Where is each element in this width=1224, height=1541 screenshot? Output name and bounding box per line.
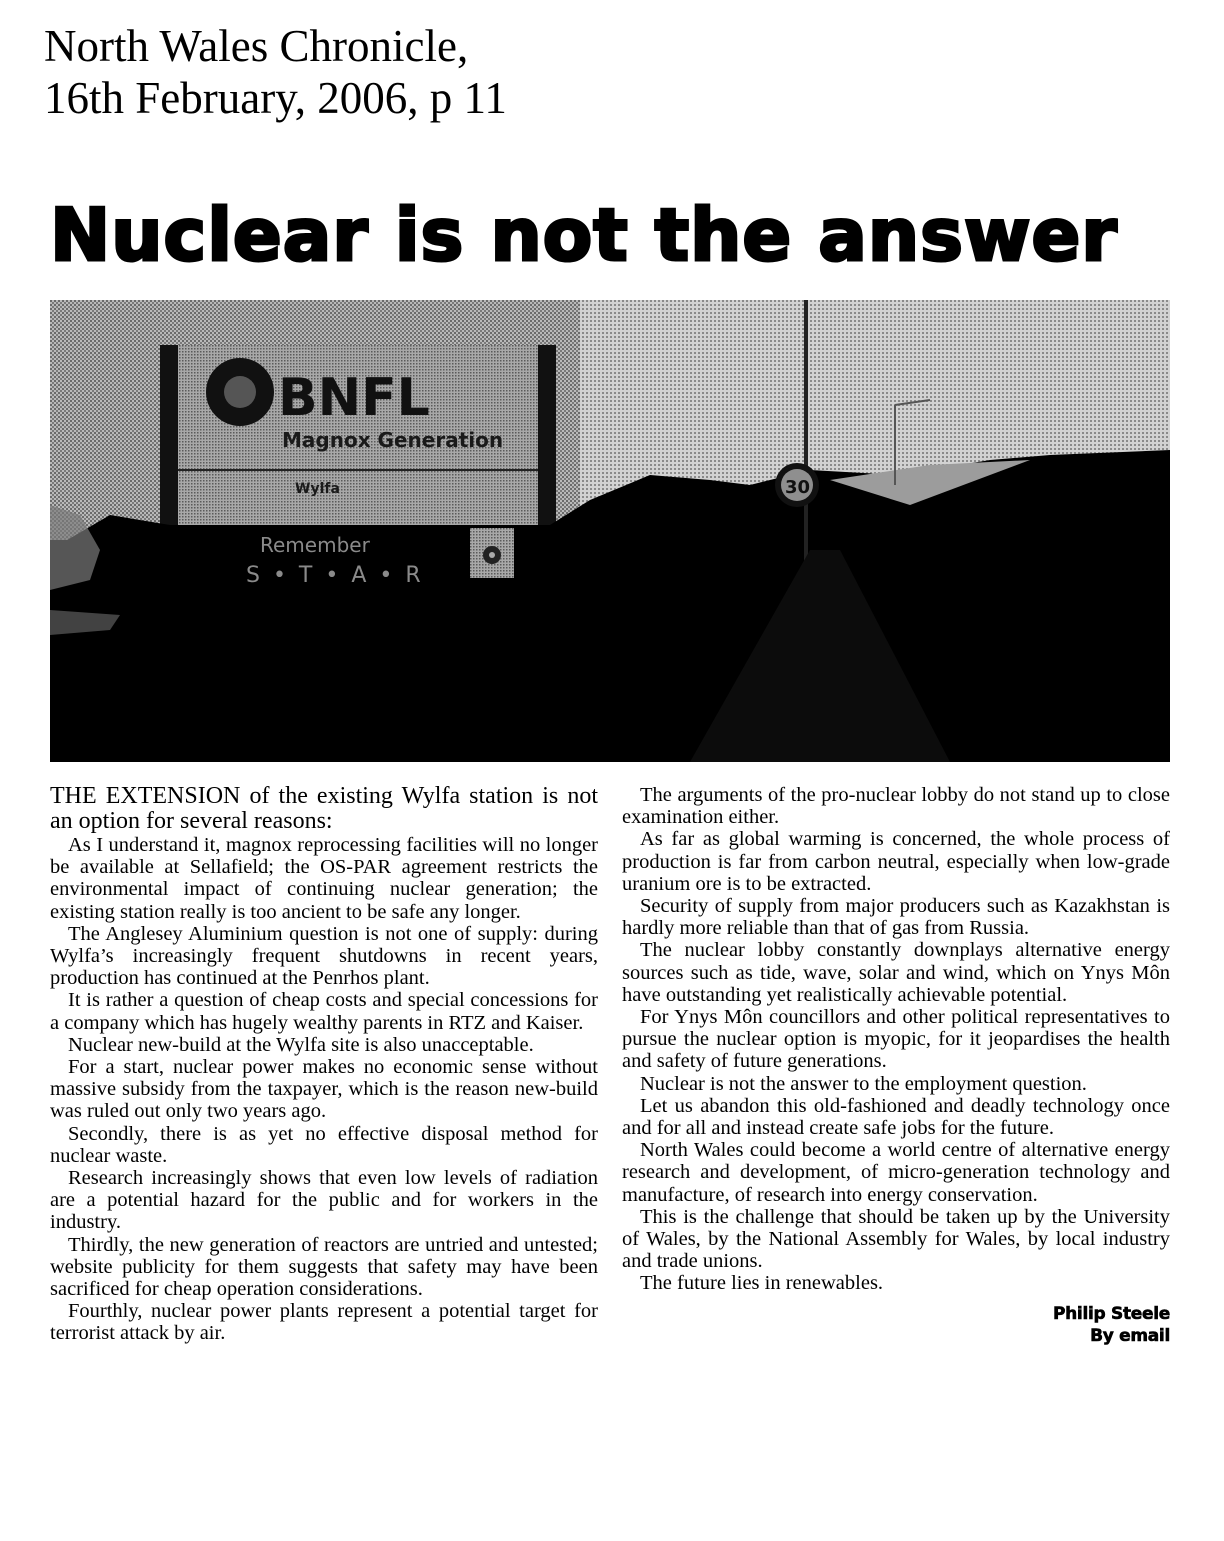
- article-photo: [50, 300, 1170, 762]
- headline: Nuclear is not the answer: [50, 193, 1118, 277]
- paragraph: As far as global warming is concerned, the whole process of production is far from carbon neutral, especially when low-grade uranium ore is to be extracted.: [622, 828, 1170, 895]
- article-column-right: [622, 784, 1170, 1347]
- paragraph: It is rather a question of cheap costs and special concessions for a company which has hugely wealthy parents in RTZ and Kaiser.: [50, 989, 598, 1034]
- speed-limit-text: 30: [785, 477, 811, 498]
- paragraph: Thirdly, the new generation of reactors are untried and untested; website publicity for them suggests that safety may have been sacrificed for cheap operation considerations.: [50, 1233, 598, 1301]
- publication-date-page: 16th February, 2006, p 11: [44, 73, 507, 123]
- paragraph: Research increasingly shows that even low levels of radiation are a potential hazard for the public and for workers in the industry.: [50, 1167, 598, 1234]
- paragraph: Nuclear new-build at the Wylfa site is also unacceptable.: [68, 1033, 534, 1056]
- paragraph: For Ynys Môn councillors and other political representatives to pursue the nuclear option is myopic, for it jeopardises the health and safety of future generations.: [622, 1006, 1170, 1073]
- photo-illustration: [50, 300, 1170, 762]
- lead-caps: THE EXTENSION: [50, 783, 241, 809]
- paragraph: North Wales could become a world centre of alternative energy research and development, of micro-generation technology and manufacture, of research into energy conservation.: [622, 1139, 1170, 1206]
- sign-logo-text: BNFL: [278, 368, 430, 428]
- paragraph: The Anglesey Aluminium question is not one of supply: during Wylfa’s increasingly frequent shutdowns in recent years, production has continued at the Penrhos plant.: [50, 922, 598, 990]
- publication-name: North Wales Chronicle,: [44, 21, 469, 71]
- lower-sign-line1: Remember: [260, 533, 370, 557]
- paragraph: Nuclear is not the answer to the employment question.: [640, 1072, 1087, 1095]
- lead-paragraph: [50, 784, 598, 834]
- paragraph: The nuclear lobby constantly downplays alternative energy sources such as tide, wave, solar and wind, which on Ynys Môn have outstanding yet realistically achievable potential.: [622, 939, 1170, 1006]
- paragraph: Let us abandon this old-fashioned and deadly technology once and for all and instead create safe jobs for the future.: [622, 1094, 1170, 1140]
- paragraph: Secondly, there is as yet no effective disposal method for nuclear waste.: [50, 1122, 598, 1167]
- author-name: Philip Steele: [1052, 1303, 1170, 1324]
- source-citation: [44, 20, 507, 124]
- lower-sign-line2: S • T • A • R: [246, 563, 424, 588]
- signature: [622, 1303, 1170, 1347]
- paragraph: As I understand it, magnox reprocessing facilities will no longer be available at Sellafield; the OS-PAR agreement restricts the environmental impact of continuing nuclear generation; the existing station really is too ancient to be safe any longer.: [50, 834, 598, 923]
- paragraph: Fourthly, nuclear power plants represent a potential target for terrorist attack by air.: [50, 1300, 598, 1345]
- article-body: [50, 784, 1170, 1347]
- paragraph: Security of supply from major producers such as Kazakhstan is hardly more reliable than that of gas from Russia.: [622, 895, 1170, 940]
- sign-subtitle-text: Magnox Generation: [282, 428, 504, 452]
- paragraph: The future lies in renewables.: [640, 1272, 884, 1295]
- paragraph: The arguments of the pro-nuclear lobby do not stand up to close examination either.: [622, 784, 1170, 829]
- paragraph: This is the challenge that should be taken up by the University of Wales, by the National Assembly for Wales, by local industry and trade unions.: [622, 1205, 1170, 1273]
- submission-method: By email: [1090, 1325, 1170, 1346]
- paragraph: For a start, nuclear power makes no economic sense without massive subsidy from the taxpayer, which is the reason new-build was ruled out only two years ago.: [50, 1056, 598, 1123]
- sign-site-text: Wylfa: [295, 481, 340, 497]
- article-column-left: [50, 784, 598, 1347]
- lead-rest: of the existing Wylfa station is not an option for several reasons:: [50, 783, 598, 834]
